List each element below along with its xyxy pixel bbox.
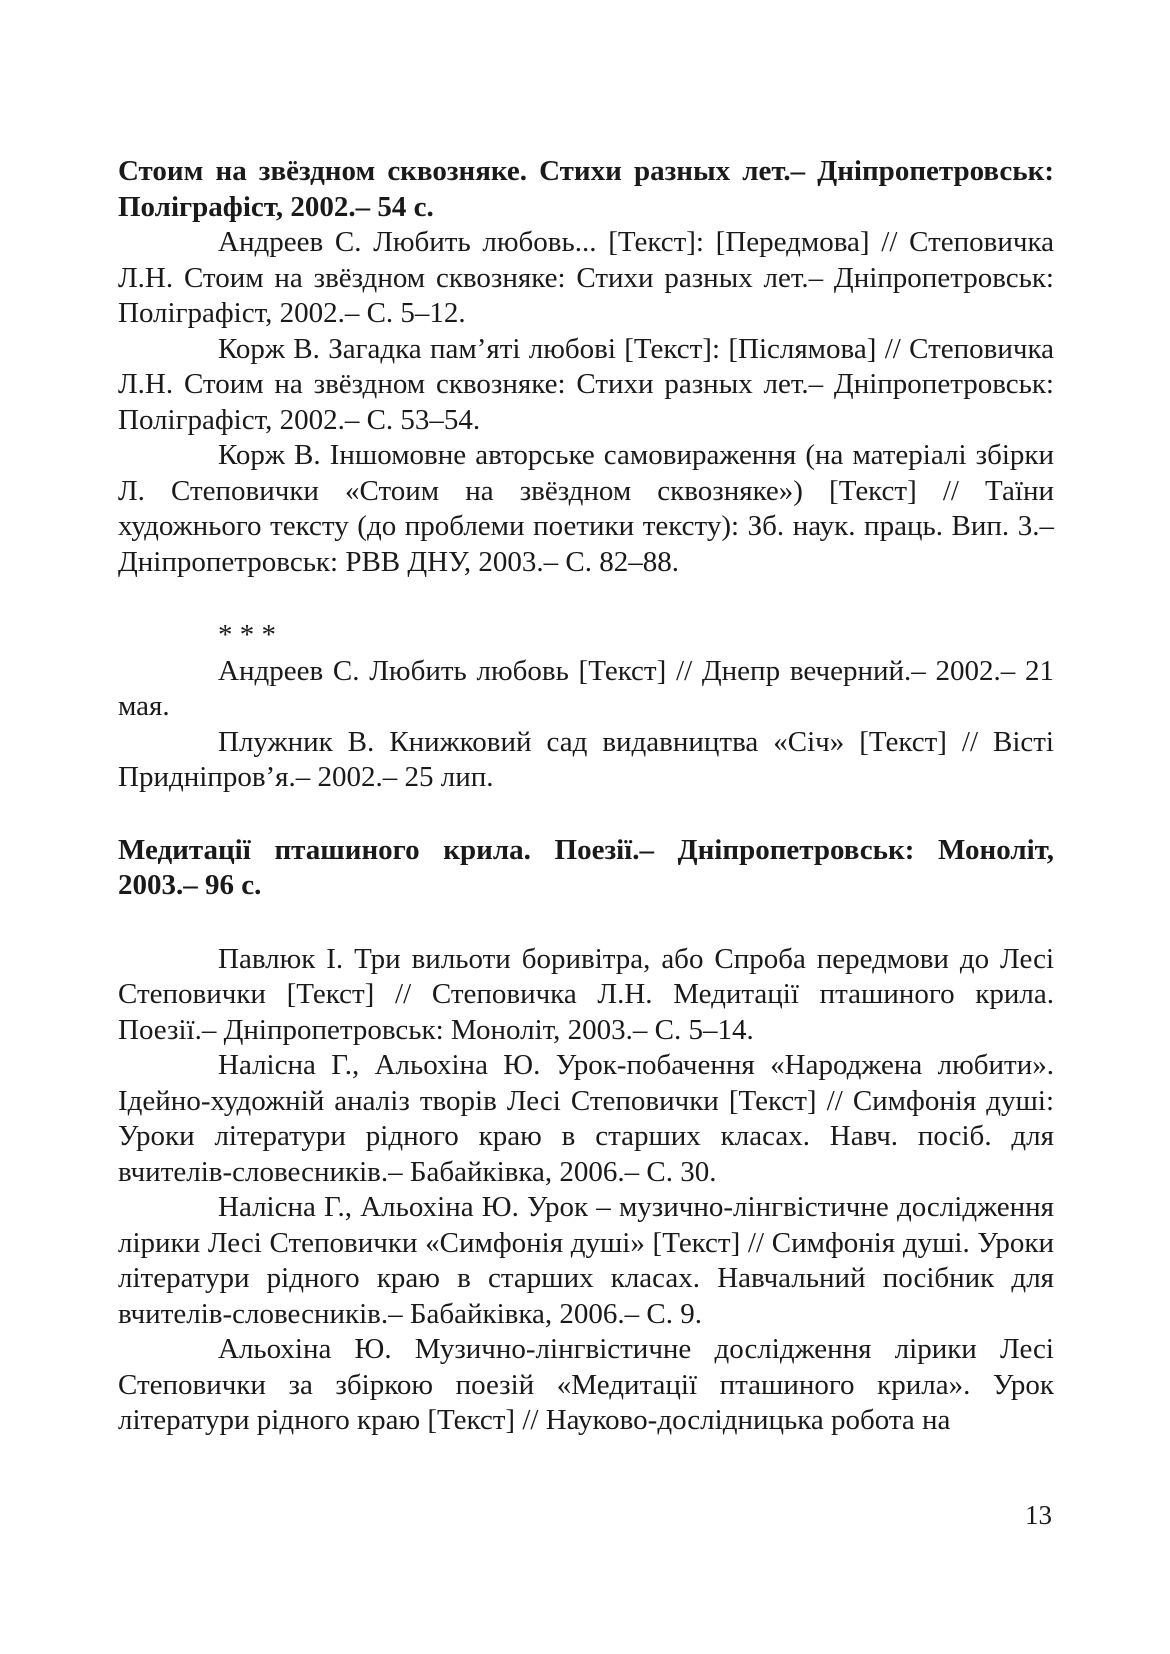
bibliography-entry: Андреев С. Любить любовь... [Текст]: [Передмова] // Степовичка Л.Н. Стоим на звёздном сквозняке: Стихи разных лет.– Дніпропетровськ: Поліграфіст, 2002.– С. 5–12. [118, 226, 1054, 329]
bibliography-entry: Налісна Г., Альохіна Ю. Урок-побачення «Народжена любити». Ідейно-художній аналіз творів Лесі Степовички [Текст] // Симфонія душі: Уроки літератури рідного краю в старших класах. Навч. посіб. для вчителів-словесників.– Бабайківка, 2006.– С. 30. [118, 1049, 1054, 1188]
bibliography-entry: Плужник В. Книжковий сад видавництва «Січ» [Текст] // Вісті Придніпров’я.– 2002.– 25 лип. [118, 725, 1054, 793]
spacer [118, 904, 1054, 942]
separator-asterisks: * * * [218, 619, 276, 651]
bibliography-entry: Павлюк І. Три вильоти боривітра, або Спроба передмови до Лесі Степовички [Текст] // Степовичка Л.Н. Медитації пташиного крила. Поезії.– Дніпропетровськ: Моноліт, 2003.– С. 5–14. [118, 942, 1054, 1046]
section-heading: Медитації пташиного крила. Поезії.– Дніпропетровськ: Моноліт, 2003.– 96 с. [118, 833, 1054, 901]
bibliography-entry: Корж В. Загадка пам’яті любові [Текст]: [Післямова] // Степовичка Л.Н. Стоим на звёздном сквозняке: Стихи разных лет.– Дніпропетровськ: Поліграфіст, 2002.– С. 53–54. [118, 332, 1054, 436]
page-content [118, 154, 1054, 1439]
bibliography-entry: Альохіна Ю. Музично-лінгвістичне дослідження лірики Лесі Степовички за збіркою поезій «Медитації пташиного крила». Урок літератури рідного краю [Текст] // Науково-дослідницька робота на [118, 1333, 1054, 1436]
section-heading: Стоим на звёздном сквозняке. Стихи разных лет.– Дніпропетровськ: Поліграфіст, 2002.– 54 с. [118, 155, 1054, 223]
bibliography-entry: Андреев С. Любить любовь [Текст] // Днепр вечерний.– 2002.– 21 мая. [118, 654, 1054, 722]
spacer [118, 796, 1054, 833]
page-number: 13 [1025, 1500, 1052, 1530]
spacer [118, 580, 1054, 618]
bibliography-entry: Корж В. Іншомовне авторське самовираження (на матеріалі збірки Л. Степовички «Стоим на звёздном сквозняке») [Текст] // Таїни художнього тексту (до проблеми поетики тексту): Зб. наук. праць. Вип. 3.– Дніпропетровськ: РВВ ДНУ, 2003.– С. 82–88. [118, 439, 1054, 578]
bibliography-entry: Налісна Г., Альохіна Ю. Урок – музично-лінгвістичне дослідження лірики Лесі Степовички «Симфонія душі» [Текст] // Симфонія душі. Уроки літератури рідного краю в старших класах. Навчальний посібник для вчителів-словесників.– Бабайківка, 2006.– С. 9. [118, 1191, 1054, 1330]
